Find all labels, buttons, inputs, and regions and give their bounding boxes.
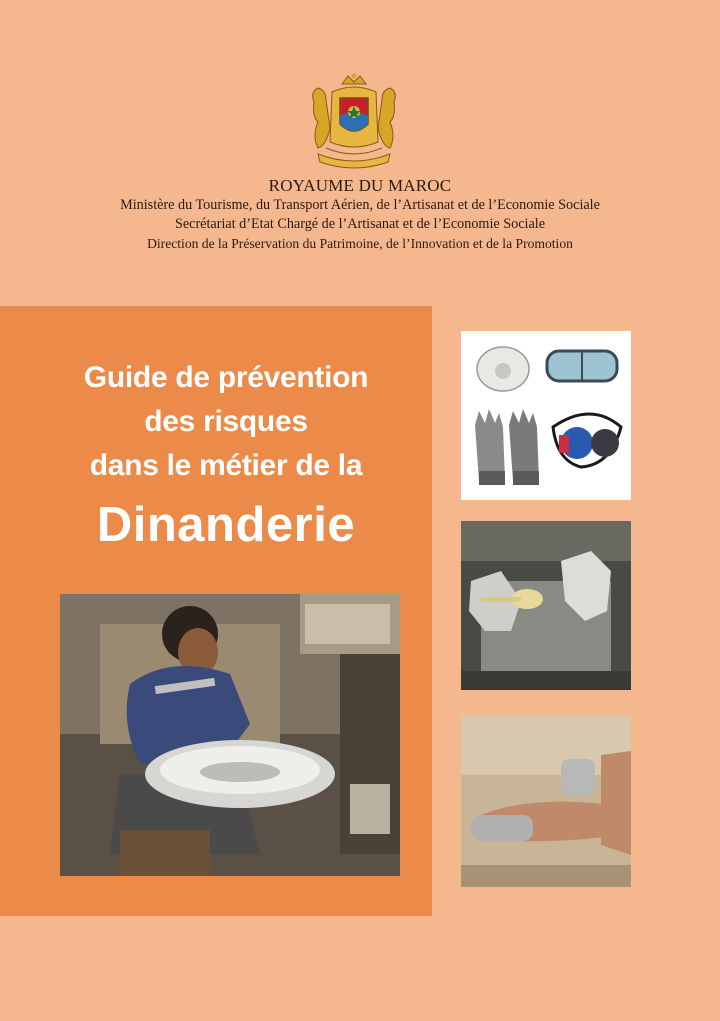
- title-line-3: dans le métier de la: [89, 449, 363, 482]
- coppersmith-photo: [60, 594, 400, 876]
- institution-header: [0, 176, 720, 253]
- guide-title: [0, 356, 452, 558]
- finger-protector-photo: [461, 715, 631, 887]
- direction-name: Direction de la Préservation du Patrimoine, de l’Innovation et de la Promotion: [147, 236, 573, 251]
- ministry-name: Ministère du Tourisme, du Transport Aérien, de l’Artisanat et de l’Economie Sociale: [120, 197, 600, 213]
- royal-emblem-icon: [304, 72, 404, 172]
- secretariat-name: Secrétariat d’Etat Chargé de l’Artisanat et de l’Economie Sociale: [174, 216, 546, 232]
- title-line-1: Guide de prévention: [83, 361, 369, 394]
- protective-equipment-photo: [461, 331, 631, 500]
- title-line-2: des risques: [144, 405, 308, 438]
- gloved-hands-photo: [461, 521, 631, 690]
- kingdom-name: ROYAUME DU MAROC: [268, 176, 452, 195]
- title-main: Dinanderie: [96, 498, 356, 552]
